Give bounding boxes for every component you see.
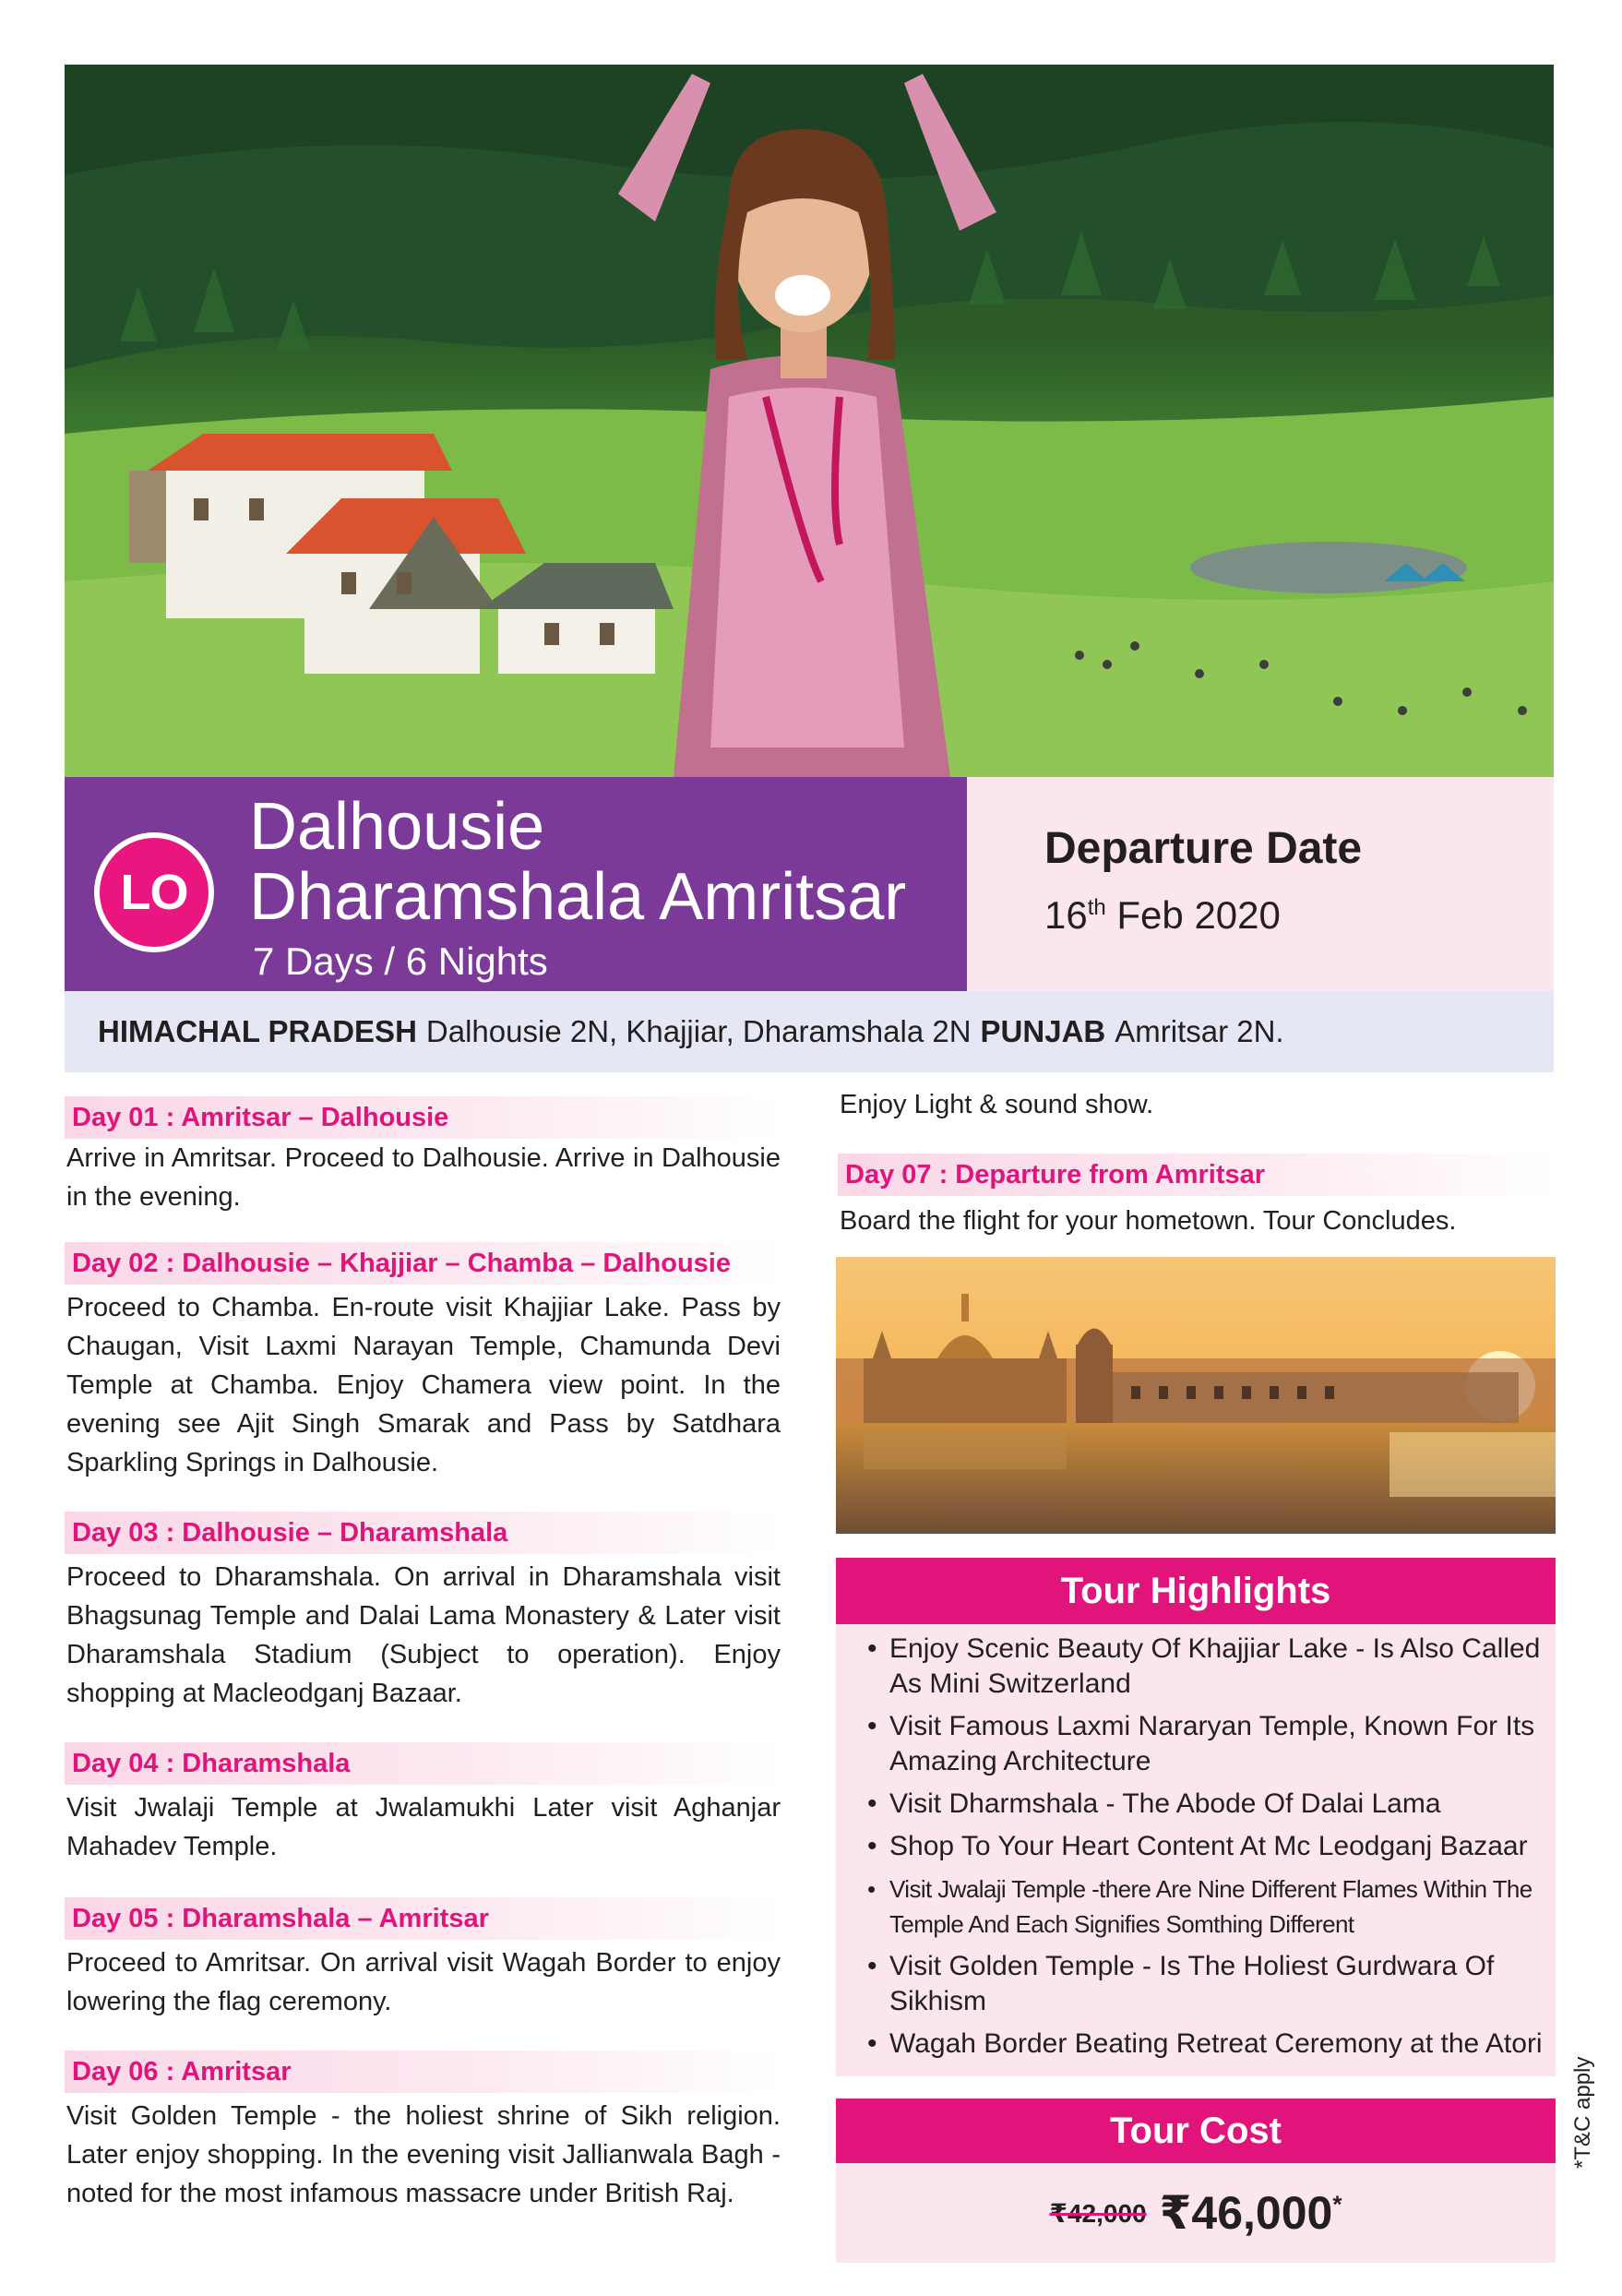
new-price [1160, 2186, 1342, 2240]
route-places-himachal: Dalhousie 2N, Khajjiar, Dharamshala 2N [425, 1014, 972, 1048]
day06-continued: Enjoy Light & sound show. [840, 1090, 1154, 1119]
price-asterisk: * [1332, 2190, 1342, 2218]
hero-photo [65, 65, 1554, 777]
golden-temple-illustration [836, 1257, 1556, 1534]
highlight-item: • Enjoy Scenic Beauty Of Khajjiar Lake - Is Also Called As Mini Switzerland [867, 1632, 1550, 1702]
route-state-punjab: PUNJAB [980, 1014, 1106, 1048]
highlight-item: • Shop To Your Heart Content At Mc Leodganj Bazaar [867, 1829, 1550, 1864]
tour-title-line1: Dalhousie [249, 790, 545, 864]
title-block [65, 777, 967, 991]
highlight-item: • Visit Famous Laxmi Nararyan Temple, Known For Its Amazing Architecture [867, 1709, 1550, 1779]
highlight-item: • Wagah Border Beating Retreat Ceremony at the Atori [867, 2027, 1550, 2062]
route-bar [65, 991, 1554, 1072]
tour-code-badge: LO [94, 832, 214, 952]
day-description: Visit Jwalaji Temple at Jwalamukhi Later visit Aghanjar Mahadev Temple. [66, 1793, 781, 1861]
tour-title-line2: Dharamshala Amritsar [249, 860, 907, 934]
tour-cost-heading: Tour Cost [836, 2099, 1556, 2163]
day-heading: Day 06 : Amritsar [65, 2051, 784, 2093]
tour-highlights-list [867, 1632, 1550, 2069]
day-heading: Day 03 : Dalhousie – Dharamshala [65, 1512, 784, 1554]
old-price: ₹42,000 [1049, 2198, 1147, 2228]
tour-highlights-box [836, 1624, 1556, 2076]
highlight-item: • Visit Golden Temple - Is The Holiest Gurdwara Of Sikhism [867, 1949, 1550, 2019]
day-heading: Day 01 : Amritsar – Dalhousie [65, 1096, 784, 1139]
tour-cost-box [836, 2163, 1556, 2263]
tour-duration: 7 Days / 6 Nights [253, 939, 548, 983]
golden-temple-photo [836, 1257, 1556, 1534]
day-description: Proceed to Dharamshala. On arrival in Dharamshala visit Bhagsunag Temple and Dalai Lama Monastery & Later visit Dharamshala Stadium (Subject to operation). Enjoy shopping at Macleodganj Bazaar. [66, 1562, 781, 1708]
route-places-punjab: Amritsar 2N. [1115, 1014, 1284, 1048]
day-heading: Day 02 : Dalhousie – Khajjiar – Chamba – Dalhousie [65, 1242, 784, 1285]
new-price-value: ₹46,000 [1159, 2187, 1333, 2239]
terms-note: *T&C apply [1570, 2056, 1595, 2169]
highlight-item: • Visit Jwalaji Temple -there Are Nine Different Flames Within The Temple And Each Signifies Somthing Different [867, 1871, 1550, 1942]
day-description: Board the flight for your hometown. Tour Concludes. [840, 1206, 1457, 1236]
departure-heading: Departure Date [1044, 824, 1363, 873]
day-heading: Day 05 : Dharamshala – Amritsar [65, 1897, 784, 1940]
highlight-item: • Visit Dharmshala - The Abode Of Dalai Lama [867, 1787, 1550, 1822]
hero-illustration [65, 65, 1554, 777]
day-description: Proceed to Chamba. En-route visit Khajjiar Lake. Pass by Chaugan, Visit Laxmi Narayan Temple, Chamunda Devi Temple at Chamba. Enjoy Chamera view point. In the evening see Ajit Singh Smarak and Pass by Satdhara Sparkling Springs in Dalhousie. [66, 1293, 781, 1477]
departure-block [967, 777, 1554, 991]
departure-ordinal: th [1087, 895, 1106, 920]
day-heading: Day 04 : Dharamshala [65, 1742, 784, 1785]
departure-day: 16 [1044, 893, 1088, 937]
route-state-himachal: HIMACHAL PRADESH [98, 1014, 417, 1048]
day-description: Arrive in Amritsar. Proceed to Dalhousie. Arrive in Dalhousie in the evening. [66, 1143, 781, 1212]
departure-date [1044, 893, 1281, 938]
day-description: Proceed to Amritsar. On arrival visit Wagah Border to enjoy lowering the flag ceremony. [66, 1948, 781, 2016]
day-description: Visit Golden Temple - the holiest shrine of Sikh religion. Later enjoy shopping. In the evening visit Jallianwala Bagh - noted for the most infamous massacre under British Raj. [66, 2101, 781, 2208]
day-heading: Day 07 : Departure from Amritsar [838, 1154, 1557, 1196]
tour-highlights-heading: Tour Highlights [836, 1558, 1556, 1624]
departure-month-year: Feb 2020 [1116, 893, 1281, 937]
